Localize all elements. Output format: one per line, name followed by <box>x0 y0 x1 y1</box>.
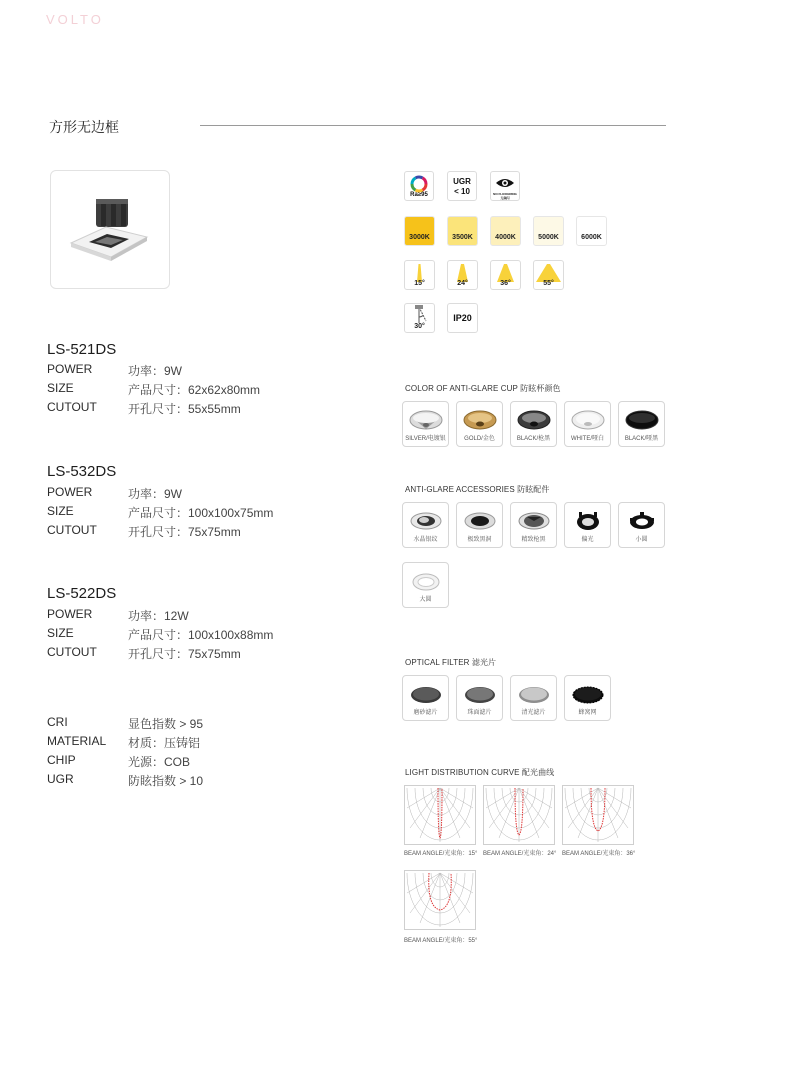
accessory-icon <box>407 568 445 594</box>
ugr-badge <box>447 171 477 201</box>
ugr-badge-line2: < 10 <box>454 187 470 196</box>
cup-label: SILVER/电镀银 <box>405 436 446 442</box>
accessory-icon <box>407 508 445 534</box>
cct-label: 5000K <box>538 234 559 241</box>
tilt-angle-label: 30° <box>414 323 425 330</box>
color-wheel-icon <box>405 174 433 194</box>
cup-label: WHITE/哑白 <box>571 436 604 442</box>
spec-label: POWER <box>47 485 93 499</box>
polar-curve-24 <box>484 786 554 844</box>
filter-clear <box>510 675 557 721</box>
spec-value: 功率：12W <box>128 609 189 623</box>
spec-label: SIZE <box>47 504 74 518</box>
no-flicker-text-cn: 无频闪 <box>500 196 510 200</box>
cup-label: BLACK/哑黑 <box>624 436 659 442</box>
cup-icon <box>407 407 445 433</box>
title-divider <box>200 125 666 126</box>
accessory-icon <box>461 508 499 534</box>
accessory-gun-black <box>510 502 557 548</box>
spec-label: SIZE <box>47 381 74 395</box>
spec-label: POWER <box>47 362 93 376</box>
accessories-title: ANTI-GLARE ACCESSORIES 防眩配件 <box>405 485 550 494</box>
cct-3500k <box>447 216 478 246</box>
accessory-label: 小圆 <box>635 537 648 543</box>
cup-label: GOLD/金色 <box>464 436 495 442</box>
polar-chart-55 <box>404 870 476 930</box>
spec-value: 材质：压铸铝 <box>128 736 201 750</box>
accessory-label: 大圆 <box>419 597 432 603</box>
no-flicker-badge <box>490 171 520 201</box>
polar-curve-36 <box>563 786 633 844</box>
accessory-icon <box>623 508 661 534</box>
accessory-label: 精致枪黑 <box>521 537 546 543</box>
spec-value: 功率：9W <box>128 364 183 378</box>
accessory-icon <box>569 508 607 534</box>
model-name: LS-532DS <box>47 463 117 480</box>
beam-24 <box>447 260 478 290</box>
cct-5000k <box>533 216 564 246</box>
brand-logo-watermark: VOLTO <box>46 12 104 27</box>
cup-icon <box>515 407 553 433</box>
spec-value: 开孔尺寸：75x75mm <box>128 647 241 661</box>
polar-caption: BEAM ANGLE/光束角：15° <box>404 851 478 857</box>
ip-label: IP20 <box>453 313 472 323</box>
polar-caption: BEAM ANGLE/光束角：24° <box>483 851 557 857</box>
filter-label: 磨砂滤片 <box>413 710 438 716</box>
spec-value: 显色指数 > 95 <box>128 717 204 731</box>
spec-label: POWER <box>47 607 93 621</box>
spec-label: CHIP <box>47 753 76 767</box>
cup-icon <box>569 407 607 433</box>
beam-15 <box>404 260 435 290</box>
cct-3000k <box>404 216 435 246</box>
cup-swatch-gold <box>456 401 503 447</box>
filter-icon <box>569 681 607 707</box>
anti-glare-cup-title: COLOR OF ANTI-GLARE CUP 防眩杯颜色 <box>405 384 561 393</box>
optical-filter-title: OPTICAL FILTER 滤光片 <box>405 658 497 667</box>
accessory-label: 极致黑洞 <box>467 537 492 543</box>
accessory-label: 水晶银纹 <box>413 537 438 543</box>
ip-badge <box>447 303 478 333</box>
cup-swatch-matte-black <box>618 401 665 447</box>
filter-icon <box>407 681 445 707</box>
spec-value: 光源：COB <box>128 755 191 769</box>
spec-value: 产品尺寸：100x100x75mm <box>128 506 274 520</box>
filter-label: 蜂窝网 <box>578 710 597 716</box>
beam-label: 36° <box>500 280 511 287</box>
spec-label: CUTOUT <box>47 400 97 414</box>
beam-label: 24° <box>457 280 468 287</box>
cct-label: 3000K <box>409 234 430 241</box>
eye-icon <box>491 175 519 191</box>
no-flicker-text: NO FLICKERING <box>493 192 517 196</box>
filter-frosted <box>402 675 449 721</box>
filter-label: 清光滤片 <box>521 710 546 716</box>
spec-value: 产品尺寸：100x100x88mm <box>128 628 274 642</box>
cup-icon <box>623 407 661 433</box>
spec-value: 产品尺寸：62x62x80mm <box>128 383 261 397</box>
cup-label: BLACK/枪黑 <box>516 436 551 442</box>
spec-value: 开孔尺寸：55x55mm <box>128 402 241 416</box>
beam-label: 15° <box>414 280 425 287</box>
downlight-image <box>51 171 169 288</box>
filter-honeycomb <box>564 675 611 721</box>
tilt-angle-badge <box>404 303 435 333</box>
filter-icon <box>461 681 499 707</box>
spec-value: 功率：9W <box>128 487 183 501</box>
cct-label: 4000K <box>495 234 516 241</box>
filter-bead <box>456 675 503 721</box>
polar-curve-55 <box>405 871 475 929</box>
polar-curve-15 <box>405 786 475 844</box>
ugr-badge-line1: UGR <box>453 177 471 186</box>
accessory-small-ring <box>618 502 665 548</box>
polar-chart-15 <box>404 785 476 845</box>
spec-label: CUTOUT <box>47 645 97 659</box>
cup-swatch-gun-black <box>510 401 557 447</box>
cup-swatch-white <box>564 401 611 447</box>
cct-label: 6000K <box>581 234 602 241</box>
spec-value: 开孔尺寸：75x75mm <box>128 525 241 539</box>
polar-chart-24 <box>483 785 555 845</box>
light-curve-title: LIGHT DISTRIBUTION CURVE 配光曲线 <box>405 768 555 777</box>
filter-icon <box>515 681 553 707</box>
spec-label: CRI <box>47 715 68 729</box>
beam-55 <box>533 260 564 290</box>
polar-caption: BEAM ANGLE/光束角：36° <box>562 851 636 857</box>
cri-badge <box>404 171 434 201</box>
beam-36 <box>490 260 521 290</box>
accessory-label: 偏光 <box>581 537 594 543</box>
accessory-crystal-silver <box>402 502 449 548</box>
beam-label: 55° <box>543 280 554 287</box>
cct-label: 3500K <box>452 234 473 241</box>
cct-6000k <box>576 216 607 246</box>
spec-label: MATERIAL <box>47 734 107 748</box>
model-name: LS-521DS <box>47 341 117 358</box>
spec-label: SIZE <box>47 626 74 640</box>
product-photo <box>50 170 170 289</box>
cup-icon <box>461 407 499 433</box>
accessory-polarized <box>564 502 611 548</box>
spec-value: 防眩指数 > 10 <box>128 774 204 788</box>
cct-4000k <box>490 216 521 246</box>
spec-label: CUTOUT <box>47 523 97 537</box>
section-title: 方形无边框 <box>49 119 119 135</box>
cri-badge-text: Ra≥95 <box>410 192 428 198</box>
model-name: LS-522DS <box>47 585 117 602</box>
polar-chart-36 <box>562 785 634 845</box>
accessory-black-hole <box>456 502 503 548</box>
filter-label: 珠面滤片 <box>467 710 492 716</box>
cup-swatch-silver <box>402 401 449 447</box>
polar-caption: BEAM ANGLE/光束角：55° <box>404 938 478 944</box>
spec-label: UGR <box>47 772 74 786</box>
accessory-large-ring <box>402 562 449 608</box>
accessory-icon <box>515 508 553 534</box>
